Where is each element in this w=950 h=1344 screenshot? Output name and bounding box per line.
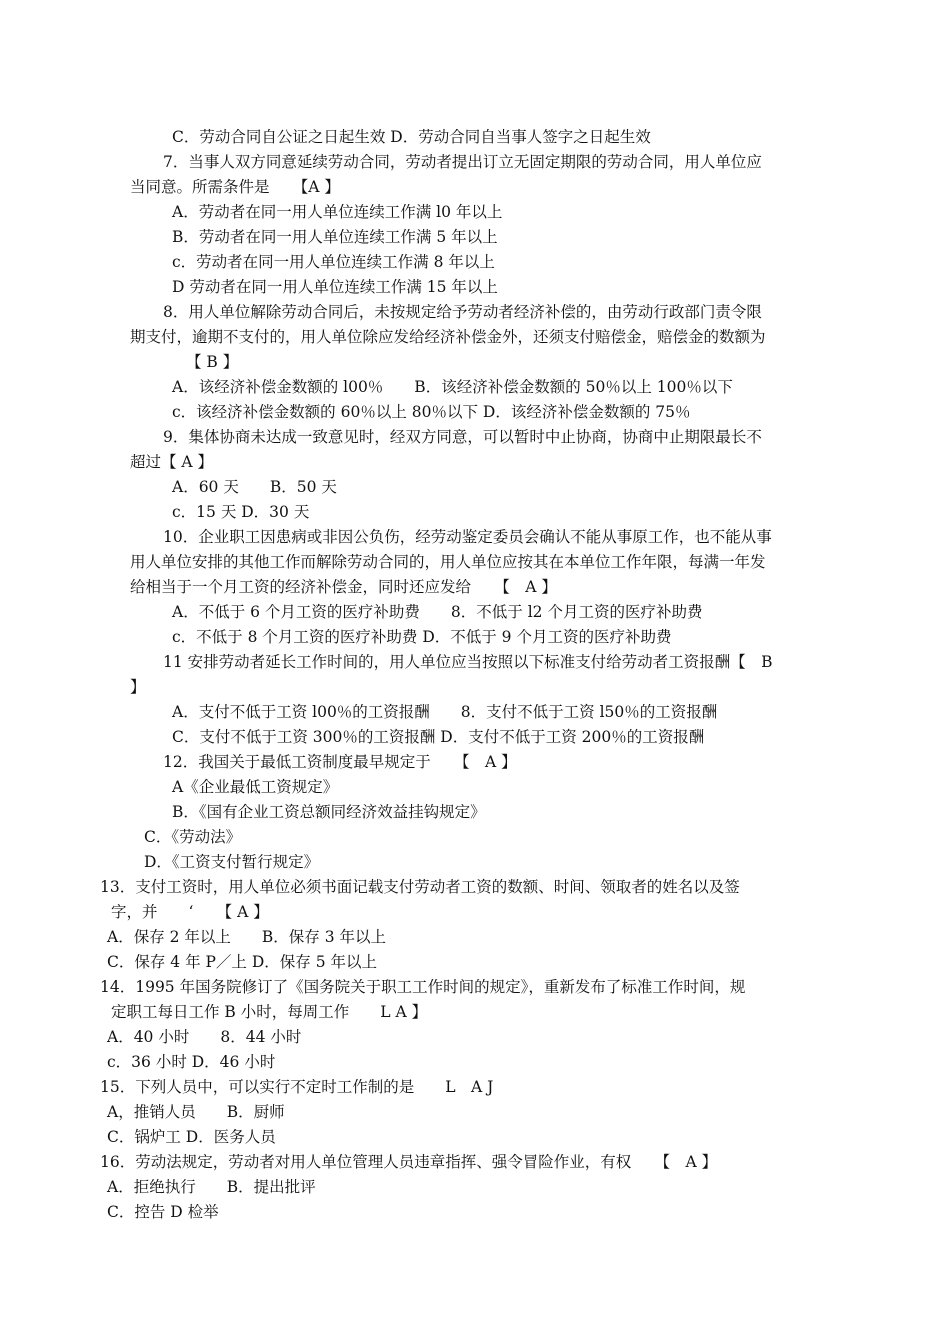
option-line: A．60 天 B．50 天 <box>172 478 337 496</box>
option-line: C．支付不低于工资 300％的工资报酬 D．支付不低于工资 200％的工资报酬 <box>172 728 705 746</box>
option-line: A．该经济补偿金数额的 l00％ B．该经济补偿金数额的 50％以上 100％以下 <box>172 378 733 396</box>
question-text: 9．集体协商未达成一致意见时，经双方同意，可以暂时中止协商，协商中止期限最长不 <box>163 428 762 446</box>
option-line: c．不低于 8 个月工资的医疗补助费 D．不低于 9 个月工资的医疗补助费 <box>172 628 672 646</box>
option-line: A．支付不低于工资 l00％的工资报酬 8．支付不低于工资 l50％的工资报酬 <box>172 703 718 721</box>
option-line: D．《工资支付暂行规定》 <box>144 853 320 871</box>
question-text: 13．支付工资时，用人单位必须书面记载支付劳动者工资的数额、时间、领取者的姓名以及签 <box>100 878 740 896</box>
option-line: C．锅炉工 D．医务人员 <box>107 1128 276 1146</box>
option-line: C．劳动合同自公证之日起生效 D．劳动合同自当事人签字之日起生效 <box>172 128 651 146</box>
question-text: 16．劳动法规定，劳动者对用人单位管理人员违章指挥、强令冒险作业，有权 【 A 】 <box>100 1153 718 1171</box>
option-line: c．36 小时 D．46 小时 <box>107 1053 276 1071</box>
question-text: 8．用人单位解除劳动合同后，未按规定给予劳动者经济补偿的，由劳动行政部门责令限 <box>163 303 762 321</box>
option-line: A．拒绝执行 B．提出批评 <box>107 1178 316 1196</box>
question-text: 期支付，逾期不支付的，用人单位除应发给经济补偿金外，还须支付赔偿金，赔偿金的数额为 <box>130 328 766 346</box>
option-line: A．劳动者在同一用人单位连续工作满 l0 年以上 <box>172 203 503 221</box>
question-text: 10．企业职工因患病或非因公负伤，经劳动鉴定委员会确认不能从事原工作，也不能从事 <box>163 528 772 546</box>
option-line: c．该经济补偿金数额的 60％以上 80％以下 D．该经济补偿金数额的 75％ <box>172 403 691 421</box>
question-text: 14．1995 年国务院修订了《国务院关于职工工作时间的规定》，重新发布了标准工作时间，规 <box>100 978 746 996</box>
option-line: C．《劳动法》 <box>144 828 242 846</box>
answer-bracket: 】 <box>130 678 146 696</box>
question-text: 定职工每日工作 B 小时，每周工作 L A 】 <box>111 1003 428 1021</box>
option-line: A《企业最低工资规定》 <box>172 778 339 796</box>
question-text: 字，并 ‘ 【 A 】 <box>111 903 269 921</box>
question-text: 11 安排劳动者延长工作时间的，用人单位应当按照以下标准支付给劳动者工资报酬【 B <box>163 653 773 671</box>
option-line: c．15 天 D．30 天 <box>172 503 310 521</box>
option-line: D 劳动者在同一用人单位连续工作满 15 年以上 <box>172 278 498 296</box>
question-text: 7．当事人双方同意延续劳动合同，劳动者提出订立无固定期限的劳动合同，用人单位应 <box>163 153 762 171</box>
question-text: 给相当于一个月工资的经济补偿金，同时还应发给 【 A 】 <box>130 578 557 596</box>
option-line: A．保存 2 年以上 B．保存 3 年以上 <box>107 928 387 946</box>
option-line: A．40 小时 8．44 小时 <box>107 1028 302 1046</box>
answer-bracket: 【 B 】 <box>186 353 239 371</box>
question-text: 超过【 A 】 <box>130 453 214 471</box>
question-text: 12．我国关于最低工资制度最早规定于 【 A 】 <box>163 753 517 771</box>
option-line: C．控告 D 检举 <box>107 1203 219 1221</box>
option-line: C．保存 4 年 P／上 D．保存 5 年以上 <box>107 953 378 971</box>
option-line: B．《国有企业工资总额同经济效益挂钩规定》 <box>172 803 486 821</box>
option-line: B．劳动者在同一用人单位连续工作满 5 年以上 <box>172 228 498 246</box>
question-text: 当同意。所需条件是 【A 】 <box>130 178 340 196</box>
option-line: A．不低于 6 个月工资的医疗补助费 8．不低于 l2 个月工资的医疗补助费 <box>172 603 703 621</box>
option-line: c．劳动者在同一用人单位连续工作满 8 年以上 <box>172 253 495 271</box>
question-text: 15．下列人员中，可以实行不定时工作制的是 L A J <box>100 1078 494 1096</box>
question-text: 用人单位安排的其他工作而解除劳动合同的，用人单位应按其在本单位工作年限，每满一年发 <box>130 553 766 571</box>
option-line: A，推销人员 B．厨师 <box>107 1103 285 1121</box>
